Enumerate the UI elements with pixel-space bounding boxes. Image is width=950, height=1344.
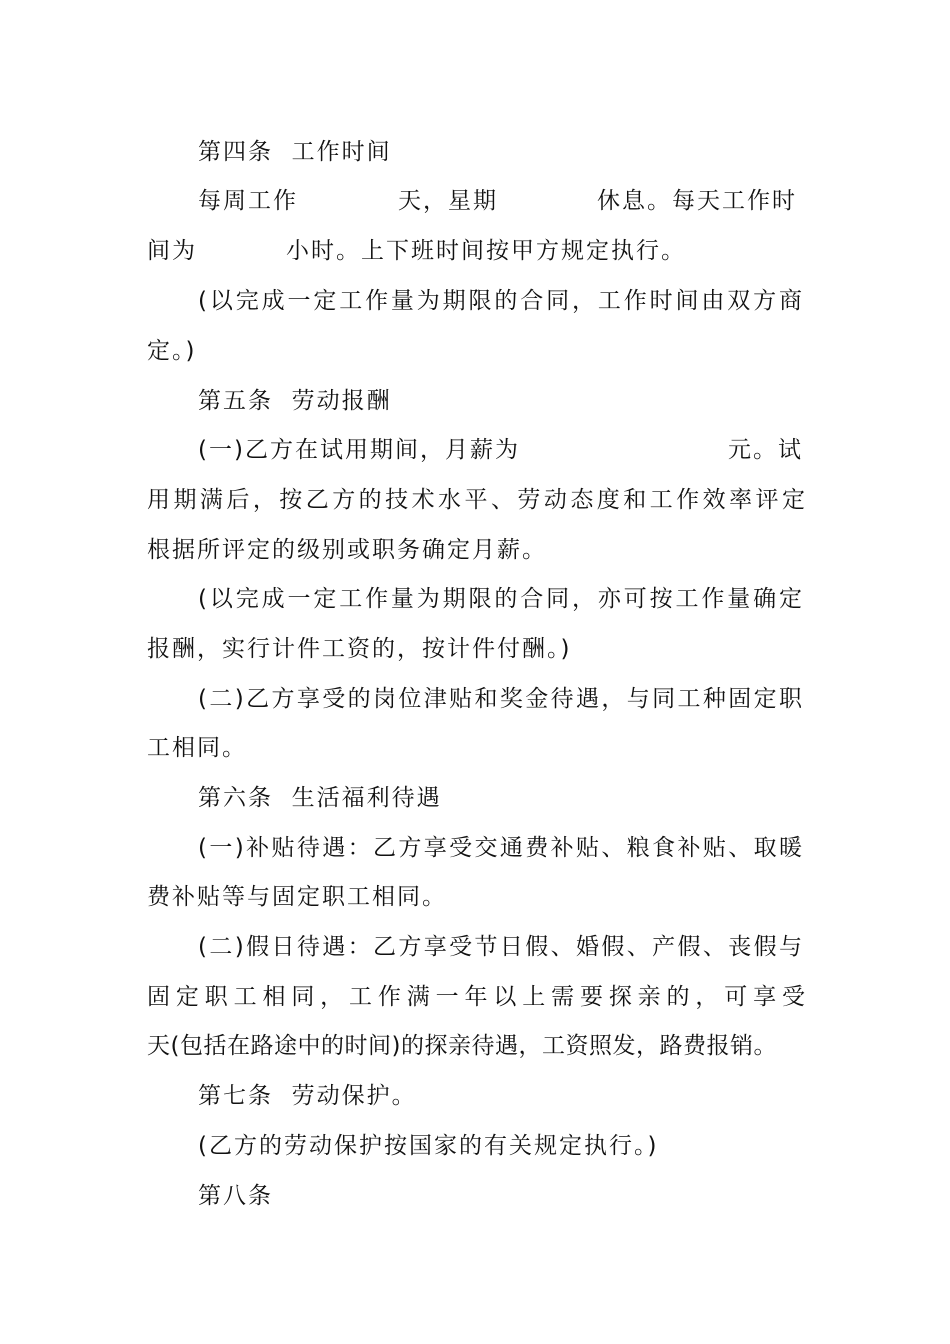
article-7-note: (乙方的劳动保护按国家的有关规定执行。) (198, 1133, 659, 1159)
article-6-heading: 第六条 生活福利待遇 (198, 785, 442, 811)
article-5-note-line2: 报酬，实行计件工资的，按计件付酬。) (147, 636, 572, 662)
article-5-p1-line1-part1: (一)乙方在试用期间，月薪为 (198, 437, 520, 463)
article-7-heading: 第七条 劳动保护。 (198, 1083, 417, 1109)
article-6-p2-line1: (二)假日待遇：乙方享受节日假、婚假、产假、丧假与 (198, 934, 804, 960)
article-5-p1-line3: 根据所评定的级别或职务确定月薪。 (147, 537, 547, 563)
article-5-p2-line2: 工相同。 (147, 735, 247, 761)
article-5-p1-line1-part2: 元。试 (728, 437, 803, 463)
article-4-line1-part1: 每周工作 (198, 188, 298, 214)
article-5-heading: 第五条 劳动报酬 (198, 388, 392, 414)
article-6-p1-line2: 费补贴等与固定职工相同。 (147, 884, 447, 910)
article-4-line1-part2: 天，星期 (398, 188, 498, 214)
article-5-note-line1: (以完成一定工作量为期限的合同，亦可按工作量确定 (198, 586, 804, 612)
article-6-p2-line2: 固定职工相同，工作满一年以上需要探亲的，可享受 (147, 984, 807, 1010)
article-5-p2-line1: (二)乙方享受的岗位津贴和奖金待遇，与同工种固定职 (198, 686, 804, 712)
article-6-p1-line1: (一)补贴待遇：乙方享受交通费补贴、粮食补贴、取暖 (198, 835, 804, 861)
article-4-line2-part2: 小时。上下班时间按甲方规定执行。 (286, 238, 686, 264)
article-4-line1-part3: 休息。每天工作时 (597, 188, 797, 214)
article-4-note-line1: (以完成一定工作量为期限的合同，工作时间由双方商 (198, 288, 804, 314)
article-5-p1-line2: 用期满后，按乙方的技术水平、劳动态度和工作效率评定 (147, 487, 807, 513)
article-6-p2-line3: 天(包括在路途中的时间)的探亲待遇，工资照发，路费报销。 (147, 1033, 777, 1059)
article-4-heading: 第四条 工作时间 (198, 139, 392, 165)
article-4-note-line2: 定。) (147, 338, 197, 364)
article-8-heading: 第八条 (198, 1183, 273, 1209)
article-4-line2-part1: 间为 (147, 238, 197, 264)
